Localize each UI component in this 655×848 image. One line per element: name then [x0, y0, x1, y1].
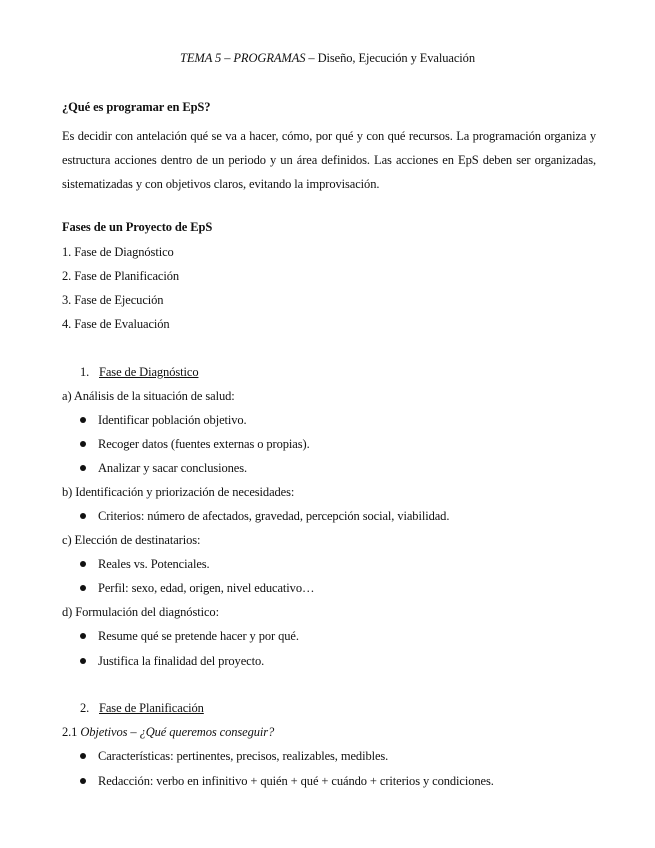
bullet-text: Justifica la finalidad del proyecto.	[98, 654, 265, 668]
bullet-item	[80, 557, 210, 572]
bullet-dot-icon	[80, 633, 86, 639]
bullet-dot-icon	[80, 585, 86, 591]
bullet-text: Identificar población objetivo.	[98, 413, 247, 427]
phase-item-3: 3. Fase de Ejecución	[62, 293, 164, 307]
section-planificacion-heading	[80, 701, 204, 716]
phase-item-1: 1. Fase de Diagnóstico	[62, 245, 174, 259]
bullet-text: Características: pertinentes, precisos, realizables, medibles.	[98, 749, 389, 763]
bullet-item	[80, 413, 247, 428]
bullet-item	[80, 509, 449, 524]
sub-d-label: d) Formulación del diagnóstico:	[62, 605, 219, 619]
bullet-text: Perfil: sexo, edad, origen, nivel educativo…	[98, 581, 315, 595]
section-number: 1.	[80, 365, 90, 379]
sub-c-label: c) Elección de destinatarios:	[62, 533, 201, 547]
phases-heading: Fases de un Proyecto de EpS	[62, 220, 213, 234]
section-diagnostico-heading	[80, 365, 198, 380]
title-italic: TEMA 5 – PROGRAMAS	[180, 51, 306, 65]
sub-a-label: a) Análisis de la situación de salud:	[62, 389, 235, 403]
bullet-dot-icon	[80, 441, 86, 447]
phase-item-2: 2. Fase de Planificación	[62, 269, 180, 283]
bullet-text: Recoger datos (fuentes externas o propias).	[98, 437, 310, 451]
bullet-dot-icon	[80, 561, 86, 567]
sub-2-1-label	[62, 725, 274, 740]
section-title: Fase de Diagnóstico	[99, 365, 199, 379]
bullet-dot-icon	[80, 778, 86, 784]
bullet-text: Redacción: verbo en infinitivo + quién + qué + cuándo + criterios y condiciones.	[98, 774, 494, 788]
bullet-item	[80, 461, 247, 476]
bullet-text: Analizar y sacar conclusiones.	[98, 461, 248, 475]
bullet-dot-icon	[80, 417, 86, 423]
section-title: Fase de Planificación	[99, 701, 204, 715]
bullet-item	[80, 774, 494, 789]
bullet-item	[80, 581, 314, 596]
intro-heading: ¿Qué es programar en EpS?	[62, 100, 211, 114]
bullet-dot-icon	[80, 753, 86, 759]
bullet-text: Reales vs. Potenciales.	[98, 557, 210, 571]
phase-item-4: 4. Fase de Evaluación	[62, 317, 170, 331]
bullet-dot-icon	[80, 658, 86, 664]
document-title	[0, 51, 655, 66]
bullet-item	[80, 437, 310, 452]
bullet-item	[80, 749, 388, 764]
bullet-item	[80, 629, 299, 644]
sub-2-1-number: 2.1	[62, 725, 81, 739]
sub-b-label: b) Identificación y priorización de necesidades:	[62, 485, 295, 499]
section-number: 2.	[80, 701, 90, 715]
bullet-text: Resume qué se pretende hacer y por qué.	[98, 629, 299, 643]
sub-2-1-title: Objetivos – ¿Qué queremos conseguir?	[80, 725, 275, 739]
intro-paragraph: Es decidir con antelación qué se va a hacer, cómo, por qué y con qué recursos. La programación organiza y estructura acciones dentro de un periodo y un área definidos. Las acciones en EpS deben ser organizadas, sistematizadas y con objetivos claros, evitando la improvisación.	[62, 129, 596, 191]
title-rest: – Diseño, Ejecución y Evaluación	[305, 51, 475, 65]
bullet-dot-icon	[80, 465, 86, 471]
bullet-item	[80, 654, 264, 669]
bullet-dot-icon	[80, 513, 86, 519]
bullet-text: Criterios: número de afectados, gravedad, percepción social, viabilidad.	[98, 509, 450, 523]
